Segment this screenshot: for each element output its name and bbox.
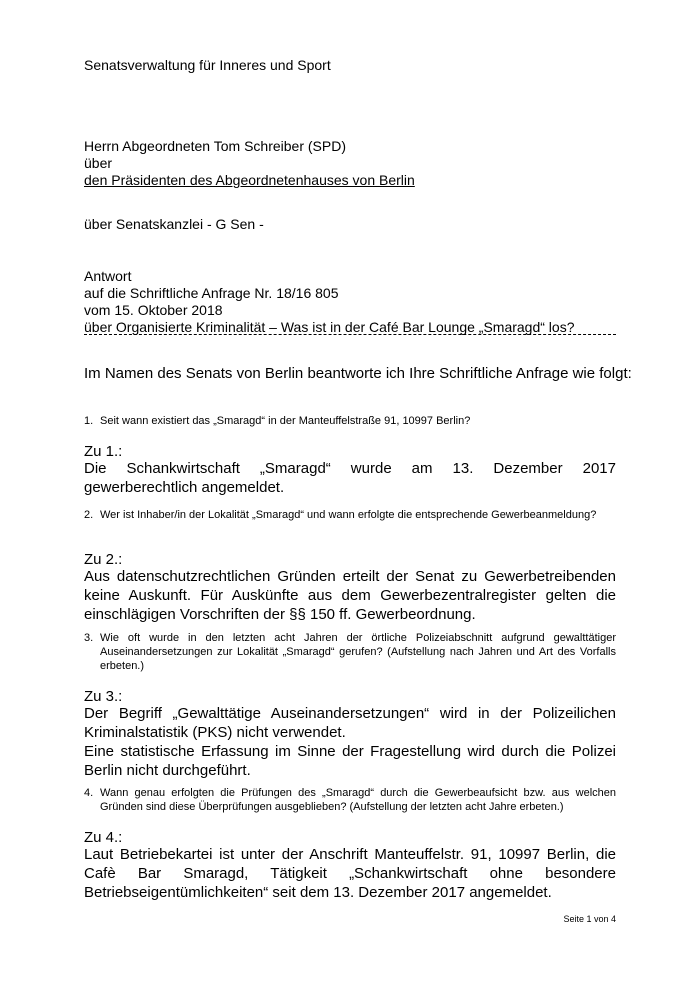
question-3 bbox=[84, 631, 616, 673]
question-1 bbox=[84, 414, 616, 428]
answer-3-continued: Eine statistische Erfassung im Sinne der Fragestellung wird durch die Polizei Berlin nicht durchgeführt. bbox=[84, 743, 616, 779]
question-text: Wer ist Inhaber/in der Lokalität „Smaragd“ und wann erfolgte die entsprechende Gewerbeanmeldung? bbox=[100, 509, 597, 521]
via-line: über Senatskanzlei - G Sen - bbox=[84, 216, 264, 232]
recipient-block bbox=[84, 138, 415, 189]
question-number: 2. bbox=[84, 509, 94, 521]
separator-line bbox=[84, 334, 616, 335]
question-number: 4. bbox=[84, 787, 94, 799]
page-number: Seite 1 von 4 bbox=[563, 914, 616, 924]
answer-label-1: Zu 1.: bbox=[84, 443, 123, 460]
sender-line: Senatsverwaltung für Inneres und Sport bbox=[84, 57, 331, 73]
recipient-president: den Präsidenten des Abgeordnetenhauses von Berlin bbox=[84, 172, 415, 188]
question-number: 1. bbox=[84, 415, 94, 427]
recipient-name: Herrn Abgeordneten Tom Schreiber (SPD) bbox=[84, 138, 346, 154]
answer-1: Die Schankwirtschaft „Smaragd“ wurde am 13. Dezember 2017 gewerberechtlich angemeldet. bbox=[84, 460, 616, 496]
answer-label-2: Zu 2.: bbox=[84, 551, 123, 568]
answer-label-3: Zu 3.: bbox=[84, 688, 123, 705]
question-text: Seit wann existiert das „Smaragd“ in der Manteuffelstraße 91, 10997 Berlin? bbox=[100, 415, 471, 427]
answer-2: Aus datenschutzrechtlichen Gründen erteilt der Senat zu Gewerbetreibenden keine Auskunft. Für Auskünfte aus dem Gewerbezentralregister gelten die einschlägigen Vorschriften der §§ 150 ff. Gewerbeordnung. bbox=[84, 568, 616, 623]
intro-text: Im Namen des Senats von Berlin beantworte ich Ihre Schriftliche Anfrage wie folgt: bbox=[84, 365, 632, 382]
answer-title: Antwort bbox=[84, 268, 132, 284]
question-text: Wann genau erfolgten die Prüfungen des „Smaragd“ durch die Gewerbeaufsicht bzw. aus welchen Gründen sind diese Überprüfungen ausgeblieben? (Aufstellung der letzten acht Jahre erbeten.) bbox=[100, 787, 616, 813]
inquiry-date: vom 15. Oktober 2018 bbox=[84, 302, 223, 318]
question-text: Wie oft wurde in den letzten acht Jahren der örtliche Polizeiabschnitt aufgrund gewalttätiger Auseinandersetzungen zur Lokalität „Smaragd“ gerufen? (Aufstellung nach Jahren und Art des Vorfalls erbeten.) bbox=[100, 632, 616, 672]
answer-header bbox=[84, 268, 574, 336]
inquiry-number: auf die Schriftliche Anfrage Nr. 18/16 805 bbox=[84, 285, 339, 301]
answer-label-4: Zu 4.: bbox=[84, 829, 123, 846]
inquiry-subject: über Organisierte Kriminalität – Was ist in der Café Bar Lounge „Smaragd“ los? bbox=[84, 319, 575, 335]
question-2 bbox=[84, 508, 616, 522]
answer-3: Der Begriff „Gewalttätige Auseinandersetzungen“ wird in der Polizeilichen Kriminalstatistik (PKS) nicht verwendet. bbox=[84, 705, 616, 741]
answer-4: Laut Betriebekartei ist unter der Anschrift Manteuffelstr. 91, 10997 Berlin, die Cafè Bar Smaragd, Tätigkeit „Schankwirtschaft ohne besondere Betriebseigentümlichkeiten“ seit dem 13. Dezember 2017 angemeldet. bbox=[84, 846, 616, 901]
question-4 bbox=[84, 786, 616, 814]
recipient-via: über bbox=[84, 155, 113, 171]
question-number: 3. bbox=[84, 632, 94, 644]
